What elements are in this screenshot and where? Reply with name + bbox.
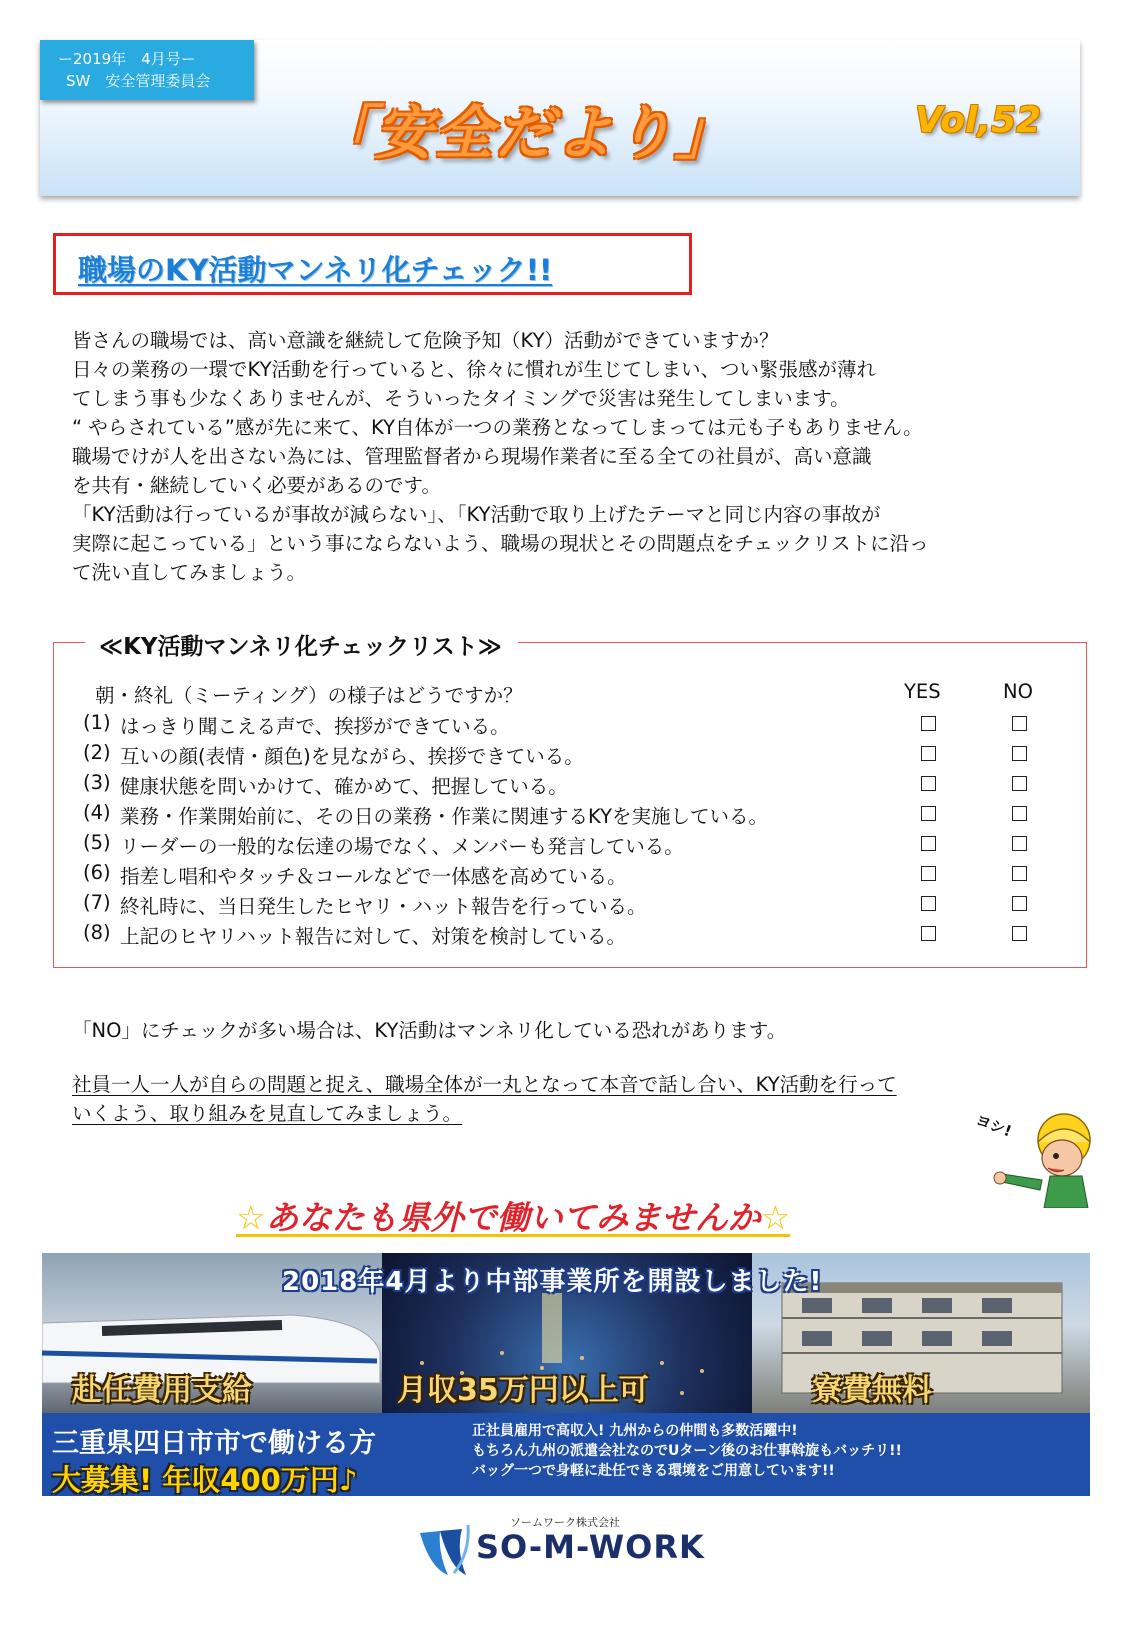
yes-checkbox[interactable] — [921, 776, 936, 791]
intro-line: てしまう事も少なくありませんが、そういったタイミングで災害は発生してしまいます。 — [72, 387, 850, 410]
mascot-speech: ヨシ! — [973, 1110, 1014, 1141]
no-checkbox[interactable] — [1012, 926, 1027, 941]
committee-name: SW 安全管理委員会 — [66, 72, 211, 90]
company-kana: ソームワーク株式会社 — [510, 1516, 620, 1529]
item-number: (8) — [83, 921, 111, 944]
item-number: (2) — [83, 741, 111, 764]
yes-checkbox[interactable] — [921, 806, 936, 821]
closing-line: いくよう、取り組みを見直してみましょう。 — [72, 1102, 463, 1125]
checklist-question: 朝・終礼（ミーティング）の様子はどうですか？ — [95, 684, 523, 707]
intro-line: 職場でけが人を出さない為には、管理監督者から現場作業者に至る全ての社員が、高い意識 — [72, 445, 872, 468]
banner-mass-recruit: 大募集! 年収400万円♪ — [52, 1463, 358, 1496]
banner-desc-line: バッグ一つで身軽に赴任できる環境をご用意しています!! — [472, 1463, 835, 1479]
checklist-item — [83, 921, 1073, 951]
star-icon: ☆ — [236, 1198, 266, 1237]
checklist-items — [83, 711, 1073, 951]
checklist-item — [83, 801, 1073, 831]
item-number: (3) — [83, 771, 111, 794]
item-text: リーダーの一般的な伝達の場でなく、メンバーも発言している。 — [120, 835, 684, 858]
intro-line: 「KY活動は行っているが事故が減らない」、「KY活動で取り上げたテーマと同じ内容の事故が — [72, 503, 881, 526]
item-number: (4) — [83, 801, 111, 824]
closing-paragraph — [72, 1070, 1082, 1128]
intro-line: “ やらされている”感が先に来て、KY自体が一つの業務となってしまっては元も子もありません。 — [72, 416, 923, 439]
checklist-item — [83, 741, 1073, 771]
recruitment-banner[interactable] — [42, 1253, 1090, 1496]
newsletter-title: 「安全だより」 — [315, 99, 736, 167]
item-number: (5) — [83, 831, 111, 854]
yes-checkbox[interactable] — [921, 926, 936, 941]
intro-line: 実際に起こっている」という事にならないよう、職場の現状とその問題点をチェックリストに沿っ — [72, 532, 929, 555]
intro-line: 日々の業務の一環でKY活動を行っていると、徐々に慣れが生じてしまい、つい緊張感が薄れ — [72, 358, 877, 381]
intro-line: を共有・継続していく必要があるのです。 — [72, 474, 441, 497]
banner-desc-line: もちろん九州の派遣会社なのでUターン後のお仕事斡旋もバッチリ!! — [472, 1443, 902, 1459]
banner-photo-strip — [42, 1253, 1090, 1413]
warning-note: 「NO」にチェックが多い場合は、KY活動はマンネリ化している恐れがあります。 — [72, 1019, 787, 1042]
banner-description — [472, 1421, 902, 1481]
yes-checkbox[interactable] — [921, 896, 936, 911]
checklist-item — [83, 891, 1073, 921]
closing-line: 社員一人一人が自らの問題と捉え、職場全体が一丸となって本音で話し合い、KY活動を行って — [72, 1073, 897, 1096]
section-heading: 職場のKY活動マンネリ化チェック!! — [78, 253, 553, 287]
no-checkbox[interactable] — [1012, 866, 1027, 881]
yes-checkbox[interactable] — [921, 866, 936, 881]
volume-number: Vol,52 — [915, 100, 1042, 141]
no-column-header: NO — [1003, 680, 1033, 703]
company-name: SO-M-WORK — [476, 1528, 705, 1566]
item-number: (1) — [83, 711, 111, 734]
no-checkbox[interactable] — [1012, 806, 1027, 821]
item-text: 終礼時に、当日発生したヒヤリ・ハット報告を行っている。 — [120, 895, 647, 918]
banner-label-relocation: 赴任費用支給 — [72, 1373, 252, 1408]
no-checkbox[interactable] — [1012, 746, 1027, 761]
banner-location: 三重県四日市市で働ける方 — [52, 1428, 376, 1459]
pointing-worker-mascot-icon — [972, 1108, 1092, 1208]
intro-line: 皆さんの職場では、高い意識を継続して危険予知（KY）活動ができていますか？ — [72, 329, 779, 352]
checklist-item — [83, 771, 1073, 801]
banner-desc-line: 正社員雇用で高収入! 九州からの仲間も多数活躍中! — [472, 1423, 798, 1439]
banner-headline: 2018年4月より中部事業所を開設しました! — [282, 1267, 823, 1297]
banner-label-income: 月収35万円以上可 — [397, 1373, 649, 1408]
checklist-title: ≪KY活動マンネリ化チェックリスト≫ — [85, 628, 518, 661]
checklist-item — [83, 861, 1073, 891]
star-icon: ☆ — [760, 1198, 791, 1237]
item-text: 上記のヒヤリハット報告に対して、対策を検討している。 — [120, 925, 627, 948]
checklist-item — [83, 711, 1073, 741]
no-checkbox[interactable] — [1012, 716, 1027, 731]
yes-checkbox[interactable] — [921, 716, 936, 731]
yes-checkbox[interactable] — [921, 836, 936, 851]
no-checkbox[interactable] — [1012, 896, 1027, 911]
intro-line: て洗い直してみましょう。 — [72, 561, 307, 584]
intro-paragraph — [72, 326, 1082, 587]
item-text: 指差し唱和やタッチ＆コールなどで一体感を高めている。 — [120, 865, 627, 888]
no-checkbox[interactable] — [1012, 776, 1027, 791]
item-number: (6) — [83, 861, 111, 884]
item-text: 業務・作業開始前に、その日の業務・作業に関連するKYを実施している。 — [120, 805, 769, 828]
item-text: 健康状態を問いかけて、確かめて、把握している。 — [120, 775, 568, 798]
item-text: はっきり聞こえる声で、挨拶ができている。 — [120, 715, 510, 738]
item-number: (7) — [83, 891, 111, 914]
banner-label-dorm: 寮費無料 — [812, 1373, 932, 1408]
issue-box — [40, 40, 254, 100]
yes-checkbox[interactable] — [921, 746, 936, 761]
no-checkbox[interactable] — [1012, 836, 1027, 851]
yes-column-header: YES — [904, 680, 941, 703]
recruit-headline — [236, 1192, 790, 1239]
recruit-headline-text: あなたも県外で働いてみませんか — [265, 1198, 761, 1237]
issue-date: ー2019年 4月号ー — [58, 50, 196, 68]
item-text: 互いの顔(表情・顔色)を見ながら、挨拶できている。 — [120, 745, 584, 768]
checklist-item — [83, 831, 1073, 861]
newsletter-header — [40, 40, 1080, 196]
